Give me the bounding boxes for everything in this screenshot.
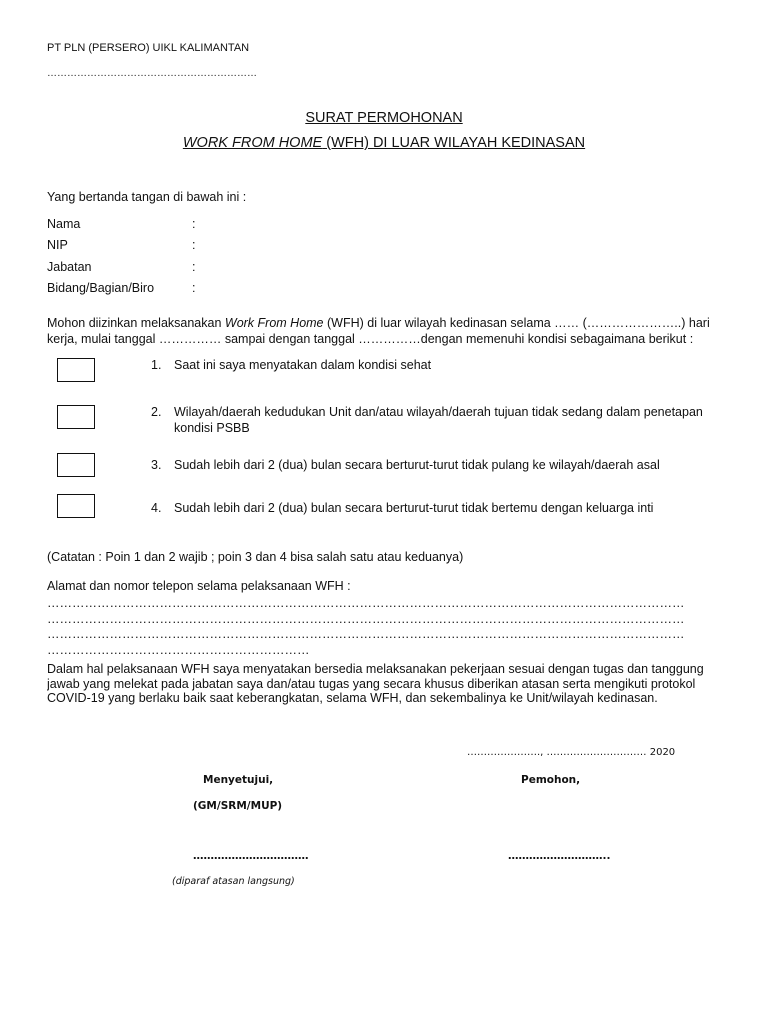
approver-note: (diparaf atasan langsung) [172,876,295,887]
condition-3-number: 3. [151,458,162,472]
address-line-4: ……………………………………………………… [47,642,310,657]
statement-line-1: Dalam hal pelaksanaan WFH saya menyatakan bersedia melaksanakan pekerjaan sesuai dengan tugas dan tanggung [47,662,704,676]
condition-3-text [174,458,734,474]
field-label-nip: NIP [47,238,68,252]
field-colon-jabatan: : [192,260,196,274]
condition-4-number: 4. [151,501,162,515]
approver-label: Menyetujui, [203,774,274,786]
condition-1-checkbox[interactable] [57,358,95,382]
field-colon-nip: : [192,238,196,252]
company-name: PT PLN (PERSERO) UIKL KALIMANTAN [47,42,250,54]
title-wfh-italic: WORK FROM HOME [182,135,323,151]
condition-2-text [174,405,734,436]
field-label-jabatan: Jabatan [47,260,92,274]
field-label-bidang: Bidang/Bagian/Biro [47,281,155,295]
address-line-2: ……………………………………………………………………………………………………………………………………… [47,611,685,626]
title-wfh-rest: (WFH) DI LUAR WILAYAH KEDINASAN [322,135,586,151]
applicant-signature-line: ……………………….. [508,850,611,862]
condition-4-text [174,501,734,517]
unit-placeholder: ……………………………………………………… [47,68,257,79]
document-subtitle [0,135,768,151]
address-line-1: ……………………………………………………………………………………………………………………………………… [47,596,685,610]
field-colon-nama: : [192,217,196,231]
request-paragraph [47,316,725,347]
address-label: Alamat dan nomor telepon selama pelaksanaan WFH : [47,579,351,593]
address-lines [47,596,725,658]
condition-4-line-1: Sudah lebih dari 2 (dua) bulan secara berturut-turut tidak bertemu dengan keluarga inti [174,501,654,515]
applicant-label: Pemohon, [521,774,581,786]
address-line-3: ……………………………………………………………………………………………………………………………………… [47,627,685,641]
request-wfh-italic: Work From Home [224,316,324,330]
approver-signature-line: …………………………… [193,850,309,862]
condition-1-line-1: Saat ini saya menyatakan dalam kondisi sehat [174,358,432,372]
approver-role: (GM/SRM/MUP) [193,800,283,812]
request-line-2: kerja, mulai tanggal …………… sampai dengan tanggal ……………dengan memenuhi kondisi sebagaimana berikut : [47,331,694,346]
statement-paragraph [47,662,725,706]
condition-2-line-2: kondisi PSBB [174,420,250,435]
document-title [0,110,768,126]
statement-line-2: jawab yang melekat pada jabatan saya dan/atau tugas yang secara khusus diberikan atasan serta mengikuti protokol [47,676,696,691]
intro-text: Yang bertanda tangan di bawah ini : [47,190,247,204]
field-label-nama: Nama [47,217,81,231]
request-line1-a: Mohon diizinkan melaksanakan [47,316,225,330]
statement-line-3: COVID-19 yang berlaku baik saat keberangkatan, selama WFH, dan sekembalinya ke Unit/wilayah kedinasan. [47,691,658,705]
condition-3-line-1: Sudah lebih dari 2 (dua) bulan secara berturut-turut tidak pulang ke wilayah/daerah asal [174,458,660,472]
condition-2-checkbox[interactable] [57,405,95,429]
condition-2-line-1: Wilayah/daerah kedudukan Unit dan/atau wilayah/daerah tujuan tidak sedang dalam penetapan [174,405,703,419]
note-text: (Catatan : Poin 1 dan 2 wajib ; poin 3 dan 4 bisa salah satu atau keduanya) [47,550,464,564]
place-date: …………………., ………………………… 2020 [467,747,676,758]
request-line1-b: (WFH) di luar wilayah kedinasan selama …… (…………………..) hari [323,316,710,330]
condition-3-checkbox[interactable] [57,453,95,477]
condition-4-checkbox[interactable] [57,494,95,518]
field-colon-bidang: : [192,281,196,295]
condition-2-number: 2. [151,405,162,419]
request-line-1 [47,316,725,332]
title-line1: SURAT PERMOHONAN [305,110,463,126]
condition-1-number: 1. [151,358,162,372]
condition-1-text [174,358,734,374]
